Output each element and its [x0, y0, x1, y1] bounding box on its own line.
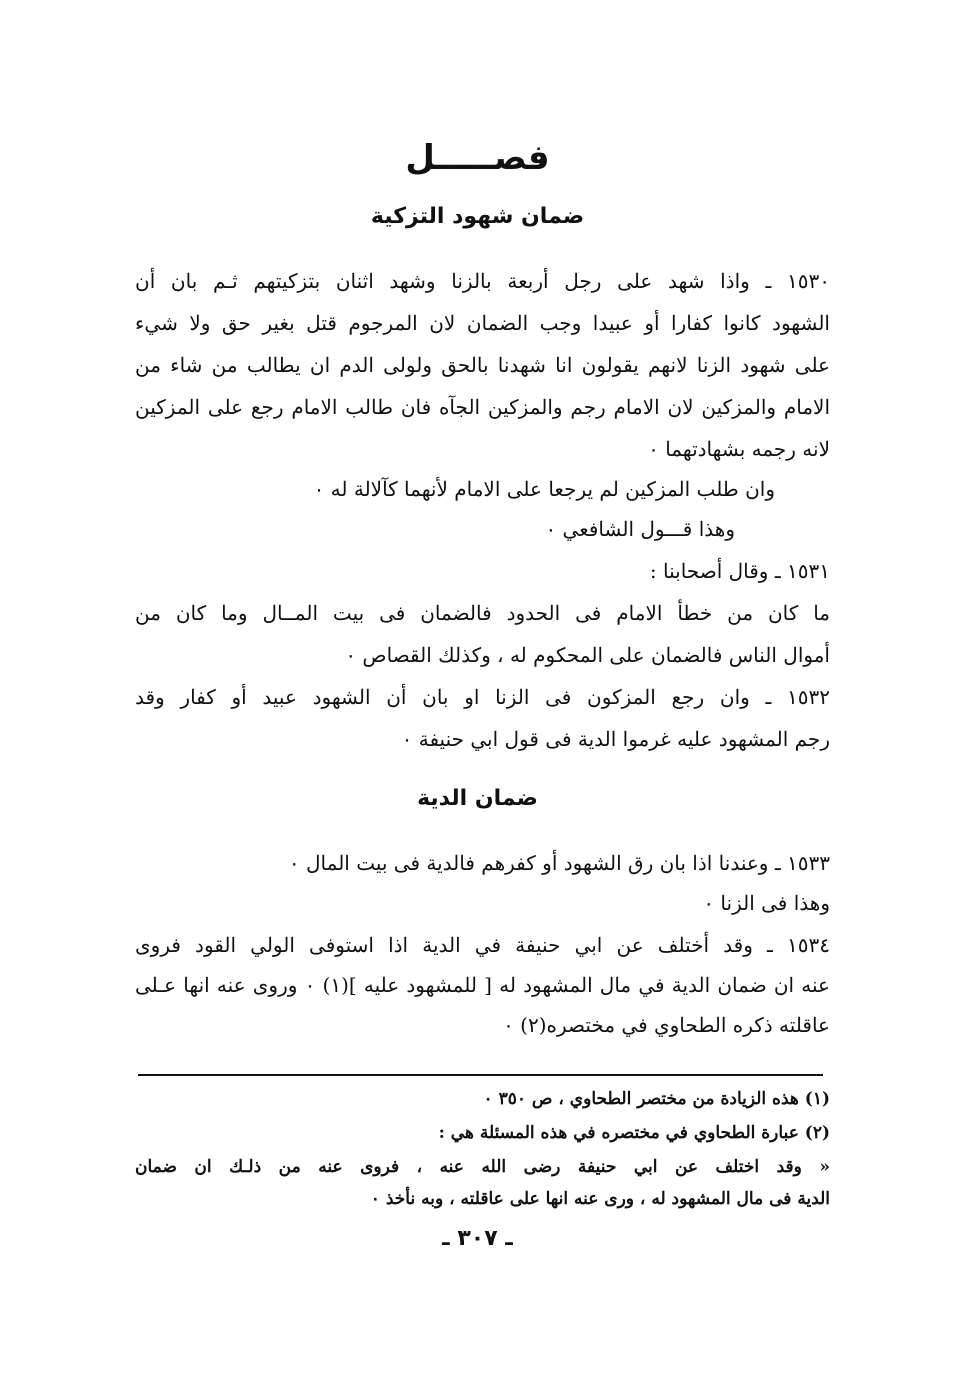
body-line: ١٥٣٠ ـ واذا شهد على رجل أربعة بالزنا وشهد اثنان بتزكيتهم ثـم بان أن — [135, 269, 830, 293]
chapter-title: فصـــــل — [405, 138, 550, 178]
footnote-2: (٢) عبارة الطحاوي في مختصره في هذه المسئلة هي : — [438, 1123, 830, 1143]
body-line: عنه ان ضمان الدية في مال المشهود له [ للمشهود عليه ](١) ٠ وروى عنه انها عـلى — [135, 973, 830, 997]
body-line: الشهود كانوا كفارا أو عبيدا وجب الضمان لان المرجوم قتل بغير حق ولا شيء — [135, 311, 830, 335]
body-line: ١٥٣٢ ـ وان رجع المزكون فى الزنا او بان أن الشهود عبيد أو كفار وقد — [135, 685, 830, 709]
body-line: ما كان من خطأ الامام فى الحدود فالضمان فى بيت المــال وما كان من — [135, 601, 830, 625]
body-line: لانه رجمه بشهادتهما ٠ — [648, 437, 830, 461]
footnote-1: (١) هذه الزيادة من مختصر الطحاوي ، ص ٣٥٠ ٠ — [483, 1089, 830, 1109]
body-line: عاقلته ذكره الطحاوي في مختصره(٢) ٠ — [503, 1013, 830, 1037]
body-line: ١٥٣٣ ـ وعندنا اذا بان رق الشهود أو كفرهم فالدية فى بيت المال ٠ — [288, 851, 830, 875]
page-number: ـ ٣٠٧ ـ — [442, 1226, 513, 1251]
section-heading-tazkiya: ضمان شهود التزكية — [370, 204, 585, 229]
section-heading-diya: ضمان الدية — [417, 786, 538, 811]
body-line: رجم المشهود عليه غرموا الدية فى قول ابي حنيفة ٠ — [401, 727, 830, 751]
body-line: ١٥٣١ ـ وقال أصحابنا : — [649, 559, 830, 583]
footnote-divider — [138, 1074, 823, 1076]
body-line: ١٥٣٤ ـ وقد أختلف عن ابي حنيفة في الدية اذا استوفى الولي القود فروى — [135, 933, 830, 957]
footnote-quote-line: « وقد اختلف عن ابي حنيفة رضى الله عنه ، فروى عنه من ذلـك ان ضمان — [135, 1157, 831, 1177]
body-line: وهذا قـــول الشافعي ٠ — [545, 517, 735, 541]
footnote-quote-line: الدية فى مال المشهود له ، ورى عنه انها على عاقلته ، وبه نأخذ ٠ — [370, 1189, 830, 1209]
body-line: أموال الناس فالضمان على المحكوم له ، وكذلك القصاص ٠ — [345, 643, 830, 667]
body-line: على شهود الزنا لانهم يقولون انا شهدنا بالحق ولولى الدم ان يطالب من شاء من — [135, 353, 830, 377]
body-line: الامام والمزكين لان الامام رجم والمزكين الجآه فان طالب الامام رجع على المزكين — [135, 395, 830, 419]
body-line: وهذا فى الزنا ٠ — [703, 891, 830, 915]
body-line: وان طلب المزكين لم يرجعا على الامام لأنهما كآلالة له ٠ — [313, 477, 775, 501]
